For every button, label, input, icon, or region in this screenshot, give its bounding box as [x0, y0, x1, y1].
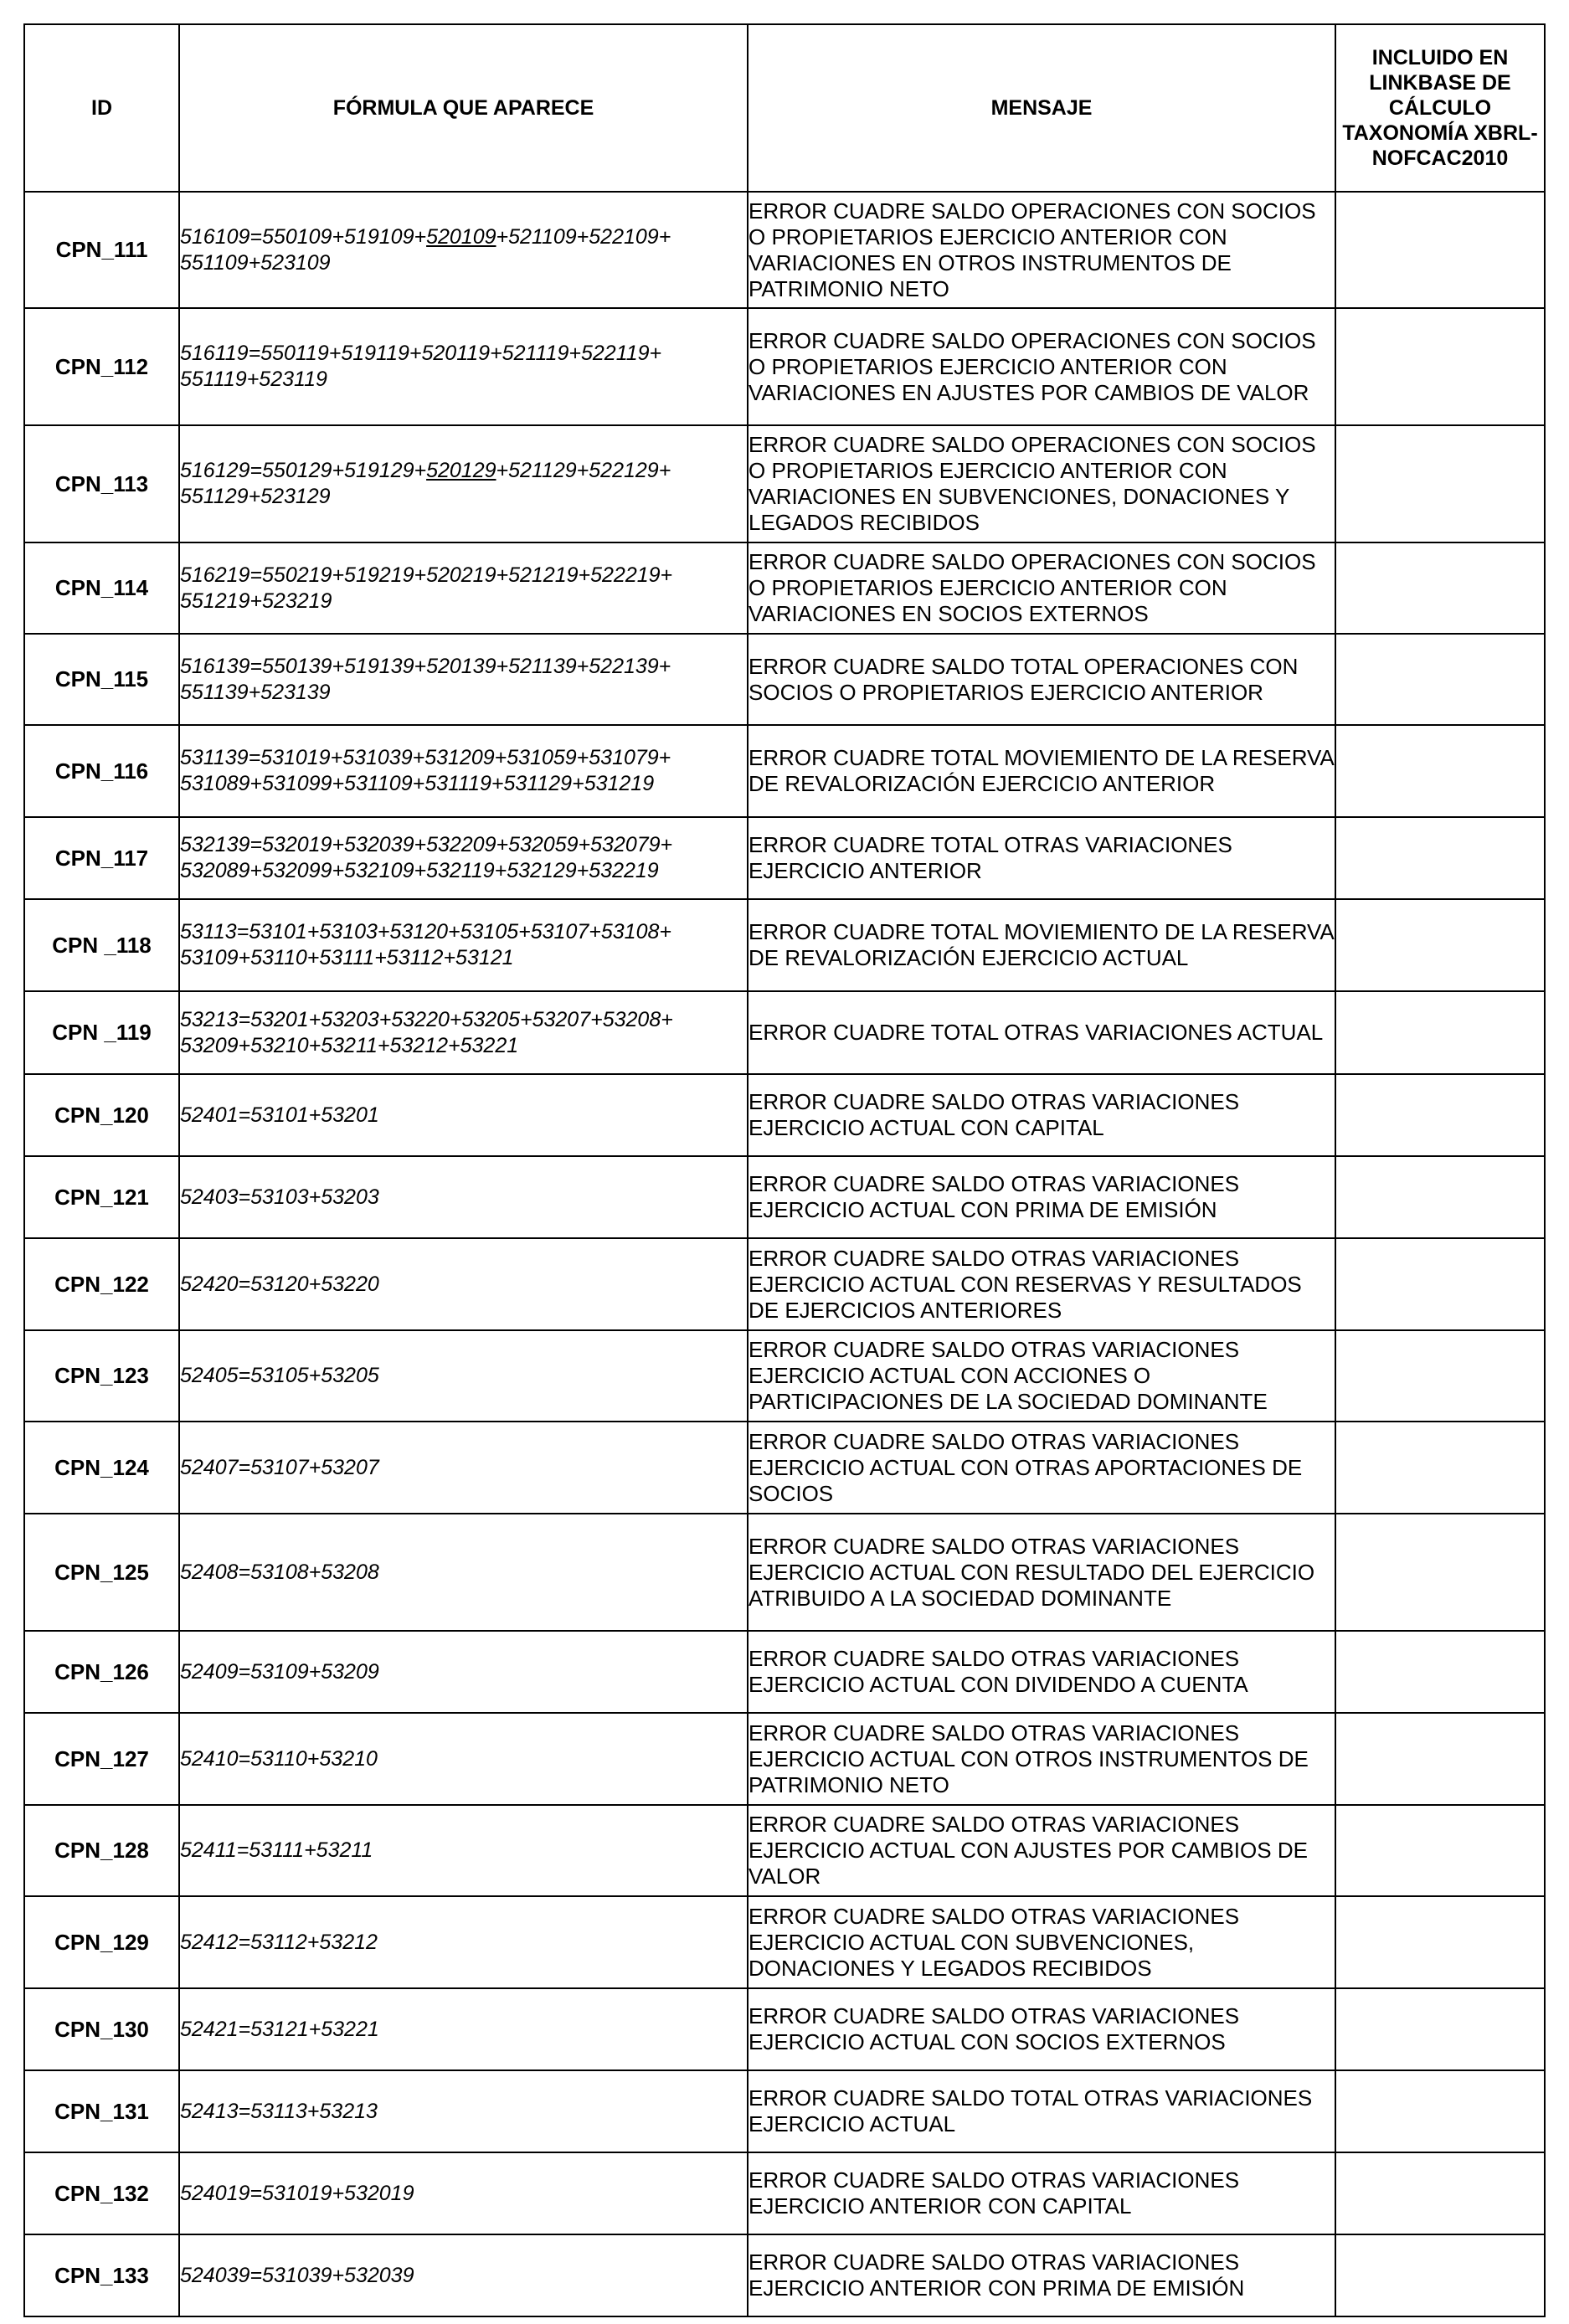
rule-id: CPN_116 — [24, 725, 179, 817]
rule-formula — [179, 1422, 748, 1514]
rule-id: CPN_114 — [24, 542, 179, 634]
rule-included — [1335, 1330, 1545, 1422]
table-row — [24, 1988, 1545, 2070]
rule-formula — [179, 2070, 748, 2152]
validation-rules-table — [23, 23, 1546, 2317]
formula-pre: 52409=53109+53209 — [180, 1659, 379, 1684]
table-row — [24, 1514, 1545, 1631]
rule-formula — [179, 1330, 748, 1422]
rule-formula — [179, 192, 748, 308]
rule-message: ERROR CUADRE SALDO OPERACIONES CON SOCIOS O PROPIETARIOS EJERCICIO ANTERIOR CON VARIACIONES EN OTROS INSTRUMENTOS DE PATRIMONIO NETO — [748, 192, 1335, 308]
rule-formula — [179, 899, 748, 991]
rule-included — [1335, 1713, 1545, 1805]
rule-formula — [179, 725, 748, 817]
formula-pre: 52411=53111+53211 — [180, 1838, 373, 1862]
rule-message: ERROR CUADRE SALDO OTRAS VARIACIONES EJERCICIO ACTUAL CON RESULTADO DEL EJERCICIO ATRIBUIDO A LA SOCIEDAD DOMINANTE — [748, 1514, 1335, 1631]
rule-included — [1335, 1988, 1545, 2070]
table-row — [24, 2070, 1545, 2152]
formula-pre: 53113=53101+53103+53120+53105+53107+53108+ 53109+53110+53111+53112+53121 — [180, 920, 671, 969]
formula-post: +521109+522109+ 551109+523109 — [180, 224, 671, 275]
rule-formula — [179, 1514, 748, 1631]
rule-id: CPN_122 — [24, 1238, 179, 1330]
table-row — [24, 2152, 1545, 2234]
rule-included — [1335, 308, 1545, 425]
header-id: ID — [24, 24, 179, 192]
rule-included — [1335, 634, 1545, 725]
rule-id: CPN_129 — [24, 1896, 179, 1988]
rule-id: CPN_133 — [24, 2234, 179, 2316]
rule-formula — [179, 2234, 748, 2316]
header-formula: FÓRMULA QUE APARECE — [179, 24, 748, 192]
table-row — [24, 991, 1545, 1074]
rule-id: CPN_125 — [24, 1514, 179, 1631]
formula-pre: 52401=53101+53201 — [180, 1103, 379, 1127]
rule-included — [1335, 899, 1545, 991]
rule-message: ERROR CUADRE SALDO OTRAS VARIACIONES EJERCICIO ACTUAL CON SUBVENCIONES, DONACIONES Y LEGADOS RECIBIDOS — [748, 1896, 1335, 1988]
rule-message: ERROR CUADRE SALDO OTRAS VARIACIONES EJERCICIO ACTUAL CON CAPITAL — [748, 1074, 1335, 1156]
table-row — [24, 192, 1545, 308]
formula-pre: 52407=53107+53207 — [180, 1455, 379, 1479]
table-row — [24, 1713, 1545, 1805]
rule-formula — [179, 817, 748, 899]
rule-message: ERROR CUADRE SALDO OTRAS VARIACIONES EJERCICIO ANTERIOR CON CAPITAL — [748, 2152, 1335, 2234]
table-row — [24, 425, 1545, 542]
rule-id: CPN_128 — [24, 1805, 179, 1896]
rule-id: CPN_111 — [24, 192, 179, 308]
formula-pre: 531139=531019+531039+531209+531059+531079+ 531089+531099+531109+531119+531129+531219 — [180, 746, 671, 795]
rule-formula — [179, 308, 748, 425]
rule-formula — [179, 1896, 748, 1988]
rule-formula — [179, 425, 748, 542]
table-row — [24, 2234, 1545, 2316]
rule-id: CPN_130 — [24, 1988, 179, 2070]
rule-message: ERROR CUADRE TOTAL OTRAS VARIACIONES ACTUAL — [748, 991, 1335, 1074]
formula-pre: 52405=53105+53205 — [180, 1364, 379, 1387]
formula-post: +521129+522129+ 551129+523129 — [180, 459, 671, 508]
table-row — [24, 542, 1545, 634]
formula-pre: 52412=53112+53212 — [180, 1930, 378, 1954]
rule-message: ERROR CUADRE SALDO OTRAS VARIACIONES EJERCICIO ACTUAL CON ACCIONES O PARTICIPACIONES DE LA SOCIEDAD DOMINANTE — [748, 1330, 1335, 1422]
rule-included — [1335, 1156, 1545, 1238]
rule-id: CPN_120 — [24, 1074, 179, 1156]
rule-included — [1335, 1238, 1545, 1330]
formula-pre: 516109=550109+519109+ — [180, 224, 427, 249]
rule-formula — [179, 2152, 748, 2234]
rule-message: ERROR CUADRE SALDO OTRAS VARIACIONES EJERCICIO ACTUAL CON AJUSTES POR CAMBIOS DE VALOR — [748, 1805, 1335, 1896]
rule-included — [1335, 1805, 1545, 1896]
rule-included — [1335, 817, 1545, 899]
rule-message: ERROR CUADRE SALDO TOTAL OTRAS VARIACIONES EJERCICIO ACTUAL — [748, 2070, 1335, 2152]
rule-id: CPN_131 — [24, 2070, 179, 2152]
rule-id: CPN_117 — [24, 817, 179, 899]
formula-pre: 52410=53110+53210 — [180, 1746, 378, 1771]
rule-included — [1335, 1631, 1545, 1713]
rule-id: CPN _118 — [24, 899, 179, 991]
rule-included — [1335, 725, 1545, 817]
rule-included — [1335, 2070, 1545, 2152]
rule-message: ERROR CUADRE SALDO OTRAS VARIACIONES EJERCICIO ACTUAL CON SOCIOS EXTERNOS — [748, 1988, 1335, 2070]
formula-underlined: 520129 — [426, 459, 496, 482]
formula-pre: 52413=53113+53213 — [180, 2099, 378, 2123]
rule-included — [1335, 1514, 1545, 1631]
table-row — [24, 1238, 1545, 1330]
table-row — [24, 1330, 1545, 1422]
table-row — [24, 1156, 1545, 1238]
rule-message: ERROR CUADRE SALDO OTRAS VARIACIONES EJERCICIO ACTUAL CON DIVIDENDO A CUENTA — [748, 1631, 1335, 1713]
formula-pre: 52421=53121+53221 — [180, 2017, 379, 2041]
table-row — [24, 634, 1545, 725]
rule-message: ERROR CUADRE SALDO OPERACIONES CON SOCIOS O PROPIETARIOS EJERCICIO ANTERIOR CON VARIACIONES EN AJUSTES POR CAMBIOS DE VALOR — [748, 308, 1335, 425]
table-row — [24, 1805, 1545, 1896]
rule-message: ERROR CUADRE TOTAL OTRAS VARIACIONES EJERCICIO ANTERIOR — [748, 817, 1335, 899]
rule-formula — [179, 1988, 748, 2070]
rule-message: ERROR CUADRE SALDO OTRAS VARIACIONES EJERCICIO ANTERIOR CON PRIMA DE EMISIÓN — [748, 2234, 1335, 2316]
rule-id: CPN_121 — [24, 1156, 179, 1238]
formula-underlined: 520109 — [426, 224, 496, 249]
rule-included — [1335, 2152, 1545, 2234]
table-row — [24, 1896, 1545, 1988]
formula-pre: 53213=53201+53203+53220+53205+53207+53208+ 53209+53210+53211+53212+53221 — [180, 1007, 673, 1057]
formula-pre: 52408=53108+53208 — [180, 1560, 379, 1584]
table-row — [24, 725, 1545, 817]
rule-included — [1335, 2234, 1545, 2316]
rule-formula — [179, 1074, 748, 1156]
formula-pre: 516219=550219+519219+520219+521219+522219+ 551219+523219 — [180, 563, 673, 613]
rule-message: ERROR CUADRE TOTAL MOVIEMIENTO DE LA RESERVA DE REVALORIZACIÓN EJERCICIO ANTERIOR — [748, 725, 1335, 817]
header-message: MENSAJE — [748, 24, 1335, 192]
rule-id: CPN_132 — [24, 2152, 179, 2234]
rule-message: ERROR CUADRE SALDO TOTAL OPERACIONES CON SOCIOS O PROPIETARIOS EJERCICIO ANTERIOR — [748, 634, 1335, 725]
header-row — [24, 24, 1545, 192]
rule-message: ERROR CUADRE SALDO OTRAS VARIACIONES EJERCICIO ACTUAL CON RESERVAS Y RESULTADOS DE EJERCICIOS ANTERIORES — [748, 1238, 1335, 1330]
table-row — [24, 1422, 1545, 1514]
formula-pre: 52403=53103+53203 — [180, 1185, 379, 1209]
rule-formula — [179, 1713, 748, 1805]
rule-included — [1335, 991, 1545, 1074]
table-row — [24, 1074, 1545, 1156]
rule-message: ERROR CUADRE SALDO OPERACIONES CON SOCIOS O PROPIETARIOS EJERCICIO ANTERIOR CON VARIACIONES EN SOCIOS EXTERNOS — [748, 542, 1335, 634]
table-body — [24, 192, 1545, 2316]
rule-id: CPN_127 — [24, 1713, 179, 1805]
rule-formula — [179, 991, 748, 1074]
rule-included — [1335, 1074, 1545, 1156]
rule-included — [1335, 192, 1545, 308]
rule-message: ERROR CUADRE SALDO OTRAS VARIACIONES EJERCICIO ACTUAL CON OTRAS APORTACIONES DE SOCIOS — [748, 1422, 1335, 1514]
formula-pre: 524039=531039+532039 — [180, 2263, 414, 2287]
table-row — [24, 308, 1545, 425]
table-row — [24, 817, 1545, 899]
rule-id: CPN_123 — [24, 1330, 179, 1422]
rule-id: CPN_126 — [24, 1631, 179, 1713]
formula-pre: 516139=550139+519139+520139+521139+522139+ 551139+523139 — [180, 654, 671, 704]
rule-formula — [179, 1631, 748, 1713]
rule-formula — [179, 1156, 748, 1238]
rule-formula — [179, 542, 748, 634]
rule-message: ERROR CUADRE SALDO OPERACIONES CON SOCIOS O PROPIETARIOS EJERCICIO ANTERIOR CON VARIACIONES EN SUBVENCIONES, DONACIONES Y LEGADOS RECIBIDOS — [748, 425, 1335, 542]
rule-id: CPN_115 — [24, 634, 179, 725]
rule-formula — [179, 1805, 748, 1896]
rule-included — [1335, 1896, 1545, 1988]
rule-message: ERROR CUADRE SALDO OTRAS VARIACIONES EJERCICIO ACTUAL CON PRIMA DE EMISIÓN — [748, 1156, 1335, 1238]
header-included: INCLUIDO EN LINKBASE DE CÁLCULO TAXONOMÍA XBRL-NOFCAC2010 — [1335, 24, 1545, 192]
formula-pre: 516129=550129+519129+ — [180, 459, 427, 482]
rule-formula — [179, 634, 748, 725]
formula-pre: 524019=531019+532019 — [180, 2181, 414, 2205]
formula-pre: 516119=550119+519119+520119+521119+522119+ 551119+523119 — [180, 342, 662, 391]
table-row — [24, 899, 1545, 991]
rule-id: CPN_113 — [24, 425, 179, 542]
rule-message: ERROR CUADRE SALDO OTRAS VARIACIONES EJERCICIO ACTUAL CON OTROS INSTRUMENTOS DE PATRIMONIO NETO — [748, 1713, 1335, 1805]
formula-pre: 52420=53120+53220 — [180, 1272, 379, 1296]
rule-id: CPN_112 — [24, 308, 179, 425]
rule-id: CPN_124 — [24, 1422, 179, 1514]
rule-id: CPN _119 — [24, 991, 179, 1074]
rule-included — [1335, 1422, 1545, 1514]
rule-included — [1335, 425, 1545, 542]
rule-message: ERROR CUADRE TOTAL MOVIEMIENTO DE LA RESERVA DE REVALORIZACIÓN EJERCICIO ACTUAL — [748, 899, 1335, 991]
rule-formula — [179, 1238, 748, 1330]
formula-pre: 532139=532019+532039+532209+532059+532079+ 532089+532099+532109+532119+532129+532219 — [180, 833, 673, 882]
rule-included — [1335, 542, 1545, 634]
table-row — [24, 1631, 1545, 1713]
